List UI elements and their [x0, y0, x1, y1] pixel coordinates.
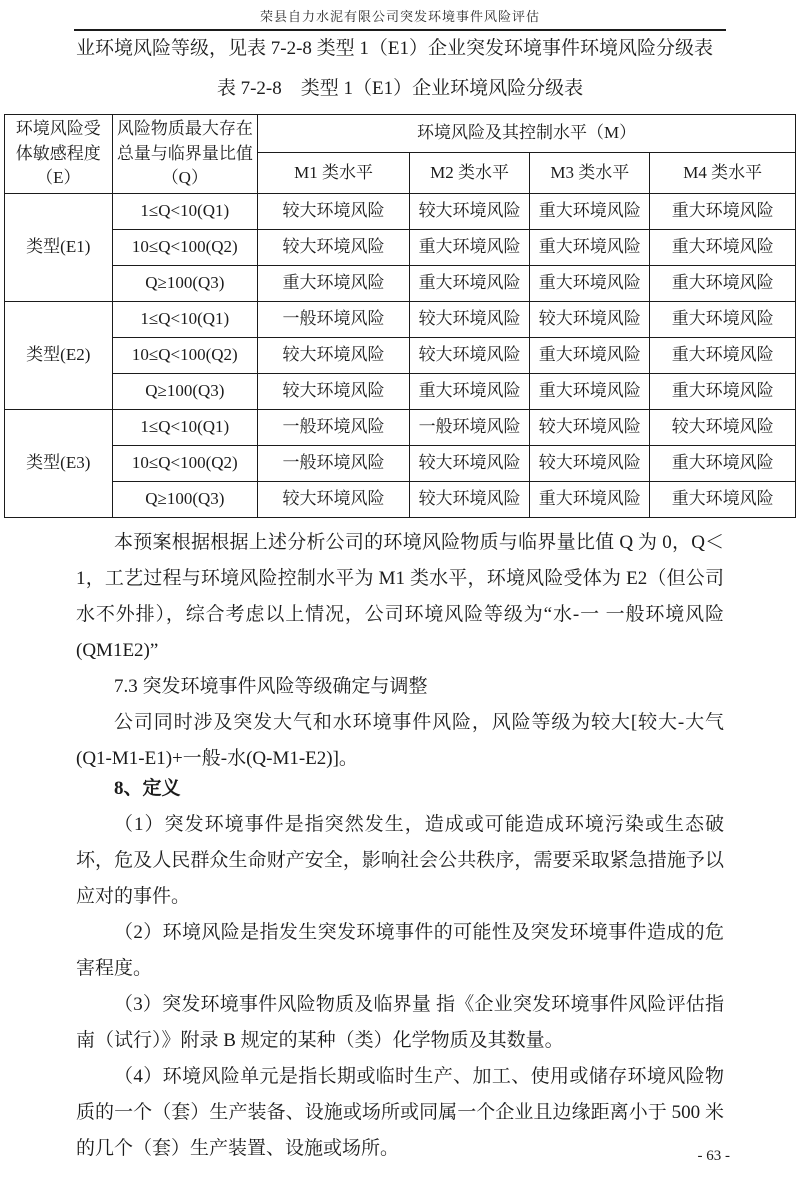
risk-cell: 较大环境风险 [409, 301, 529, 337]
page-content [0, 31, 800, 1167]
intro-line: 业环境风险等级，见表 7-2-8 类型 1（E1）企业突发环境事件环境风险分级表 [76, 38, 714, 59]
risk-cell: 重大环境风险 [650, 265, 796, 301]
risk-table [4, 114, 796, 518]
q-range-cell: 10≤Q<100(Q2) [112, 229, 258, 265]
risk-cell: 重大环境风险 [530, 265, 650, 301]
risk-cell: 重大环境风险 [409, 265, 529, 301]
table-title: 表 7-2-8 类型 1（E1）企业环境风险分级表 [216, 78, 584, 99]
risk-cell: 较大环境风险 [258, 229, 410, 265]
risk-cell: 重大环境风险 [650, 193, 796, 229]
section-heading-8: 8、定义 [114, 777, 181, 799]
column-header-quantity: 风险物质最大存在总量与临界量比值（Q） [112, 115, 258, 194]
q-range-cell: 1≤Q<10(Q1) [112, 409, 258, 445]
page-header [74, 0, 726, 31]
risk-cell: 重大环境风险 [650, 445, 796, 481]
risk-cell: 重大环境风险 [409, 373, 529, 409]
risk-cell: 重大环境风险 [409, 229, 529, 265]
column-header-m1: M1 类水平 [258, 152, 410, 193]
risk-cell: 一般环境风险 [409, 409, 529, 445]
risk-cell: 重大环境风险 [530, 193, 650, 229]
q-range-cell: Q≥100(Q3) [112, 373, 258, 409]
column-header-m2: M2 类水平 [409, 152, 529, 193]
page-number: - 63 - [697, 1148, 730, 1164]
section-label-e1: 类型(E1) [5, 193, 113, 301]
risk-cell: 较大环境风险 [409, 193, 529, 229]
table-row [5, 265, 796, 301]
q-range-cell: 10≤Q<100(Q2) [112, 445, 258, 481]
risk-table-head [5, 115, 796, 194]
table-row [5, 229, 796, 265]
column-header-m3: M3 类水平 [530, 152, 650, 193]
risk-cell: 重大环境风险 [530, 481, 650, 517]
q-range-cell: 10≤Q<100(Q2) [112, 337, 258, 373]
q-range-cell: 1≤Q<10(Q1) [112, 193, 258, 229]
q-range-cell: Q≥100(Q3) [112, 481, 258, 517]
column-header-receptor: 环境风险受体敏感程度（E） [5, 115, 113, 194]
risk-cell: 重大环境风险 [530, 229, 650, 265]
definition-1: （1）突发环境事件是指突然发生，造成或可能造成环境污染或生态破坏，危及人民群众生命财产安全，影响社会公共秩序，需要采取紧急措施予以应对的事件。 [76, 813, 724, 907]
risk-cell: 重大环境风险 [650, 373, 796, 409]
risk-table-body [5, 193, 796, 517]
definition-3: （3）突发环境事件风险物质及临界量 指《企业突发环境事件风险评估指南（试行）》附录 B 规定的某种（类）化学物质及其数量。 [76, 993, 724, 1051]
risk-cell: 较大环境风险 [258, 481, 410, 517]
risk-level-paragraph: 公司同时涉及突发大气和水环境事件风险，风险等级为较大[较大-大气(Q1-M1-E1)+一般-水(Q-M1-E2)]。 [76, 711, 724, 769]
risk-cell: 较大环境风险 [409, 445, 529, 481]
risk-cell: 重大环境风险 [650, 229, 796, 265]
column-header-control-group: 环境风险及其控制水平（M） [258, 115, 796, 153]
risk-cell: 一般环境风险 [258, 301, 410, 337]
risk-cell: 较大环境风险 [258, 373, 410, 409]
table-row [5, 445, 796, 481]
section-label-e3: 类型(E3) [5, 409, 113, 517]
table-header-row-1 [5, 115, 796, 153]
definition-4: （4）环境风险单元是指长期或临时生产、加工、使用或储存环境风险物质的一个（套）生产装备、设施或场所或同属一个企业且边缘距离小于 500 米的几个（套）生产装置、设施或场所。 [76, 1065, 724, 1159]
column-header-m4: M4 类水平 [650, 152, 796, 193]
table-row [5, 337, 796, 373]
risk-cell: 重大环境风险 [650, 337, 796, 373]
risk-cell: 一般环境风险 [258, 445, 410, 481]
risk-cell: 较大环境风险 [530, 409, 650, 445]
table-row [5, 409, 796, 445]
risk-cell: 重大环境风险 [530, 337, 650, 373]
risk-table-wrap [4, 114, 796, 518]
risk-cell: 重大环境风险 [530, 373, 650, 409]
risk-cell: 较大环境风险 [409, 337, 529, 373]
risk-cell: 一般环境风险 [258, 409, 410, 445]
q-range-cell: Q≥100(Q3) [112, 265, 258, 301]
risk-cell: 较大环境风险 [530, 301, 650, 337]
risk-cell: 较大环境风险 [650, 409, 796, 445]
q-range-cell: 1≤Q<10(Q1) [112, 301, 258, 337]
risk-cell: 较大环境风险 [258, 193, 410, 229]
risk-cell: 较大环境风险 [530, 445, 650, 481]
risk-cell: 重大环境风险 [650, 481, 796, 517]
page-header-title: 荣县自力水泥有限公司突发环境事件风险评估 [259, 9, 540, 24]
section-heading-7-3: 7.3 突发环境事件风险等级确定与调整 [114, 675, 428, 697]
risk-cell: 重大环境风险 [258, 265, 410, 301]
table-row [5, 193, 796, 229]
table-row [5, 301, 796, 337]
table-row [5, 373, 796, 409]
section-label-e2: 类型(E2) [5, 301, 113, 409]
risk-cell: 重大环境风险 [650, 301, 796, 337]
risk-cell: 较大环境风险 [258, 337, 410, 373]
table-row [5, 481, 796, 517]
risk-cell: 较大环境风险 [409, 481, 529, 517]
summary-paragraph: 本预案根据根据上述分析公司的环境风险物质与临界量比值 Q 为 0，Q＜1，工艺过程与环境风险控制水平为 M1 类水平，环境风险受体为 E2（但公司水不外排），综合考虑以上情况，公司环境风险等级为“水-一 一般环境风险(QM1E2)” [76, 531, 724, 661]
definition-2: （2）环境风险是指发生突发环境事件的可能性及突发环境事件造成的危害程度。 [76, 921, 724, 979]
